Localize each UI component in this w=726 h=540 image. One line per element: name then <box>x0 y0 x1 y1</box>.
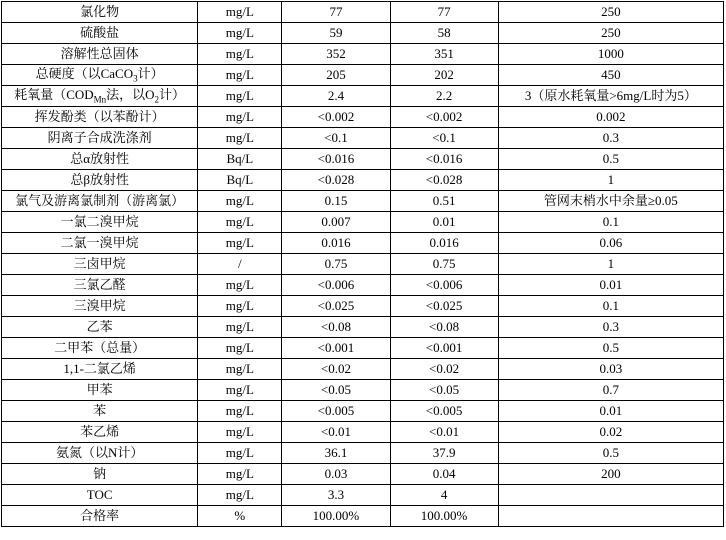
row-standard-limit: 0.02 <box>498 422 723 443</box>
row-unit: mg/L <box>198 23 282 44</box>
row-value-plant: 36.1 <box>282 443 390 464</box>
row-standard-limit <box>498 506 723 527</box>
table-row <box>2 44 724 65</box>
row-unit: mg/L <box>198 65 282 86</box>
row-value-network: <0.006 <box>390 275 498 296</box>
row-value-network: 202 <box>390 65 498 86</box>
row-standard-limit: 0.03 <box>498 359 723 380</box>
row-standard-limit: 0.5 <box>498 338 723 359</box>
row-parameter-name: 总硬度（以CaCO$_3$计） <box>2 65 198 86</box>
water-quality-table <box>1 1 724 527</box>
row-parameter-name: 二甲苯（总量） <box>2 338 198 359</box>
row-standard-limit: 0.002 <box>498 107 723 128</box>
water-quality-document <box>0 1 726 540</box>
row-value-plant: <0.006 <box>282 275 390 296</box>
row-value-network: 2.2 <box>390 86 498 107</box>
row-value-plant: 59 <box>282 23 390 44</box>
table-row <box>2 191 724 212</box>
row-parameter-name: 苯乙烯 <box>2 422 198 443</box>
row-parameter-name: 1,1-二氯乙烯 <box>2 359 198 380</box>
row-standard-limit: 0.7 <box>498 380 723 401</box>
row-standard-limit: 0.3 <box>498 128 723 149</box>
row-value-network: <0.1 <box>390 128 498 149</box>
table-row <box>2 422 724 443</box>
row-standard-limit: 0.5 <box>498 443 723 464</box>
table-row <box>2 128 724 149</box>
row-value-network: <0.05 <box>390 380 498 401</box>
row-value-network: 351 <box>390 44 498 65</box>
row-standard-limit <box>498 485 723 506</box>
row-standard-limit: 0.3 <box>498 317 723 338</box>
row-parameter-name: 总α放射性 <box>2 149 198 170</box>
row-standard-limit: 0.1 <box>498 296 723 317</box>
row-value-network: 0.75 <box>390 254 498 275</box>
row-unit: mg/L <box>198 275 282 296</box>
row-unit: % <box>198 506 282 527</box>
row-value-plant: 0.75 <box>282 254 390 275</box>
table-row <box>2 485 724 506</box>
row-standard-limit: 0.01 <box>498 275 723 296</box>
table-row <box>2 380 724 401</box>
table-row <box>2 464 724 485</box>
table-row <box>2 212 724 233</box>
row-unit: mg/L <box>198 2 282 23</box>
row-value-network: <0.005 <box>390 401 498 422</box>
table-row <box>2 338 724 359</box>
row-value-network: <0.01 <box>390 422 498 443</box>
table-row <box>2 233 724 254</box>
row-parameter-name: 三卤甲烷 <box>2 254 198 275</box>
row-parameter-name: 苯 <box>2 401 198 422</box>
row-unit: mg/L <box>198 128 282 149</box>
table-row <box>2 275 724 296</box>
row-standard-limit: 250 <box>498 23 723 44</box>
table-row <box>2 23 724 44</box>
row-standard-limit: 0.1 <box>498 212 723 233</box>
row-standard-limit: 管网末梢水中余量≥0.05 <box>498 191 723 212</box>
row-value-network: 58 <box>390 23 498 44</box>
row-value-plant: 3.3 <box>282 485 390 506</box>
row-value-plant: 0.03 <box>282 464 390 485</box>
row-unit: mg/L <box>198 317 282 338</box>
row-unit: mg/L <box>198 401 282 422</box>
row-parameter-name: 耗氧量（$COD_{Mn}$法，以$O_2$计） <box>2 86 198 107</box>
row-value-plant: <0.08 <box>282 317 390 338</box>
row-unit: mg/L <box>198 296 282 317</box>
row-unit: mg/L <box>198 191 282 212</box>
row-value-network: <0.028 <box>390 170 498 191</box>
row-parameter-name: 乙苯 <box>2 317 198 338</box>
row-parameter-name: 二氯一溴甲烷 <box>2 233 198 254</box>
row-parameter-name: 总β放射性 <box>2 170 198 191</box>
row-parameter-name: 三溴甲烷 <box>2 296 198 317</box>
row-value-plant: <0.028 <box>282 170 390 191</box>
row-standard-limit: 0.06 <box>498 233 723 254</box>
row-standard-limit: 250 <box>498 2 723 23</box>
row-value-network: 0.04 <box>390 464 498 485</box>
row-unit: mg/L <box>198 443 282 464</box>
table-row <box>2 149 724 170</box>
row-standard-limit: 200 <box>498 464 723 485</box>
table-row <box>2 107 724 128</box>
row-value-plant: 0.016 <box>282 233 390 254</box>
row-value-network: 0.01 <box>390 212 498 233</box>
row-unit: mg/L <box>198 422 282 443</box>
row-value-plant: 0.15 <box>282 191 390 212</box>
row-parameter-name: 阴离子合成洗涤剂 <box>2 128 198 149</box>
table-row <box>2 254 724 275</box>
row-standard-limit: 3（原水耗氧量>6mg/L时为5） <box>498 86 723 107</box>
row-value-network: 100.00% <box>390 506 498 527</box>
row-value-network: 4 <box>390 485 498 506</box>
row-unit: mg/L <box>198 233 282 254</box>
row-unit: mg/L <box>198 86 282 107</box>
row-value-network: <0.025 <box>390 296 498 317</box>
table-row <box>2 506 724 527</box>
row-value-network: <0.08 <box>390 317 498 338</box>
row-unit: mg/L <box>198 212 282 233</box>
row-value-plant: <0.02 <box>282 359 390 380</box>
row-parameter-name: 一氯二溴甲烷 <box>2 212 198 233</box>
row-parameter-name: 钠 <box>2 464 198 485</box>
row-standard-limit: 0.5 <box>498 149 723 170</box>
row-parameter-name: 甲苯 <box>2 380 198 401</box>
row-parameter-name: 三氯乙醛 <box>2 275 198 296</box>
row-unit: mg/L <box>198 44 282 65</box>
table-row <box>2 317 724 338</box>
row-value-network: <0.016 <box>390 149 498 170</box>
table-row <box>2 65 724 86</box>
row-value-plant: 2.4 <box>282 86 390 107</box>
table-row <box>2 296 724 317</box>
table-row <box>2 86 724 107</box>
table-row <box>2 401 724 422</box>
row-value-network: 77 <box>390 2 498 23</box>
row-unit: mg/L <box>198 485 282 506</box>
row-value-plant: 0.007 <box>282 212 390 233</box>
row-parameter-name: 硫酸盐 <box>2 23 198 44</box>
row-unit: mg/L <box>198 464 282 485</box>
row-value-plant: 205 <box>282 65 390 86</box>
row-value-plant: <0.025 <box>282 296 390 317</box>
row-value-plant: <0.005 <box>282 401 390 422</box>
row-parameter-name: TOC <box>2 485 198 506</box>
row-value-network: 0.016 <box>390 233 498 254</box>
row-unit: / <box>198 254 282 275</box>
row-value-plant: 77 <box>282 2 390 23</box>
row-parameter-name: 氯气及游离氯制剂（游离氯） <box>2 191 198 212</box>
row-standard-limit: 1 <box>498 170 723 191</box>
row-value-plant: 100.00% <box>282 506 390 527</box>
row-value-network: 37.9 <box>390 443 498 464</box>
row-parameter-name: 挥发酚类（以苯酚计） <box>2 107 198 128</box>
row-value-plant: <0.016 <box>282 149 390 170</box>
row-value-network: 0.51 <box>390 191 498 212</box>
row-parameter-name: 氨氮（以N计） <box>2 443 198 464</box>
row-standard-limit: 1000 <box>498 44 723 65</box>
table-row <box>2 359 724 380</box>
row-unit: mg/L <box>198 380 282 401</box>
row-standard-limit: 1 <box>498 254 723 275</box>
row-value-network: <0.02 <box>390 359 498 380</box>
row-unit: mg/L <box>198 107 282 128</box>
row-unit: mg/L <box>198 338 282 359</box>
row-unit: Bq/L <box>198 170 282 191</box>
row-value-network: <0.001 <box>390 338 498 359</box>
row-value-plant: <0.002 <box>282 107 390 128</box>
table-row <box>2 443 724 464</box>
row-value-plant: 352 <box>282 44 390 65</box>
row-value-plant: <0.01 <box>282 422 390 443</box>
row-standard-limit: 0.01 <box>498 401 723 422</box>
row-unit: Bq/L <box>198 149 282 170</box>
row-unit: mg/L <box>198 359 282 380</box>
row-value-plant: <0.1 <box>282 128 390 149</box>
row-value-network: <0.002 <box>390 107 498 128</box>
row-value-plant: <0.001 <box>282 338 390 359</box>
row-value-plant: <0.05 <box>282 380 390 401</box>
row-parameter-name: 溶解性总固体 <box>2 44 198 65</box>
table-body <box>2 2 724 527</box>
table-row <box>2 2 724 23</box>
row-parameter-name: 氯化物 <box>2 2 198 23</box>
row-parameter-name: 合格率 <box>2 506 198 527</box>
row-standard-limit: 450 <box>498 65 723 86</box>
table-row <box>2 170 724 191</box>
